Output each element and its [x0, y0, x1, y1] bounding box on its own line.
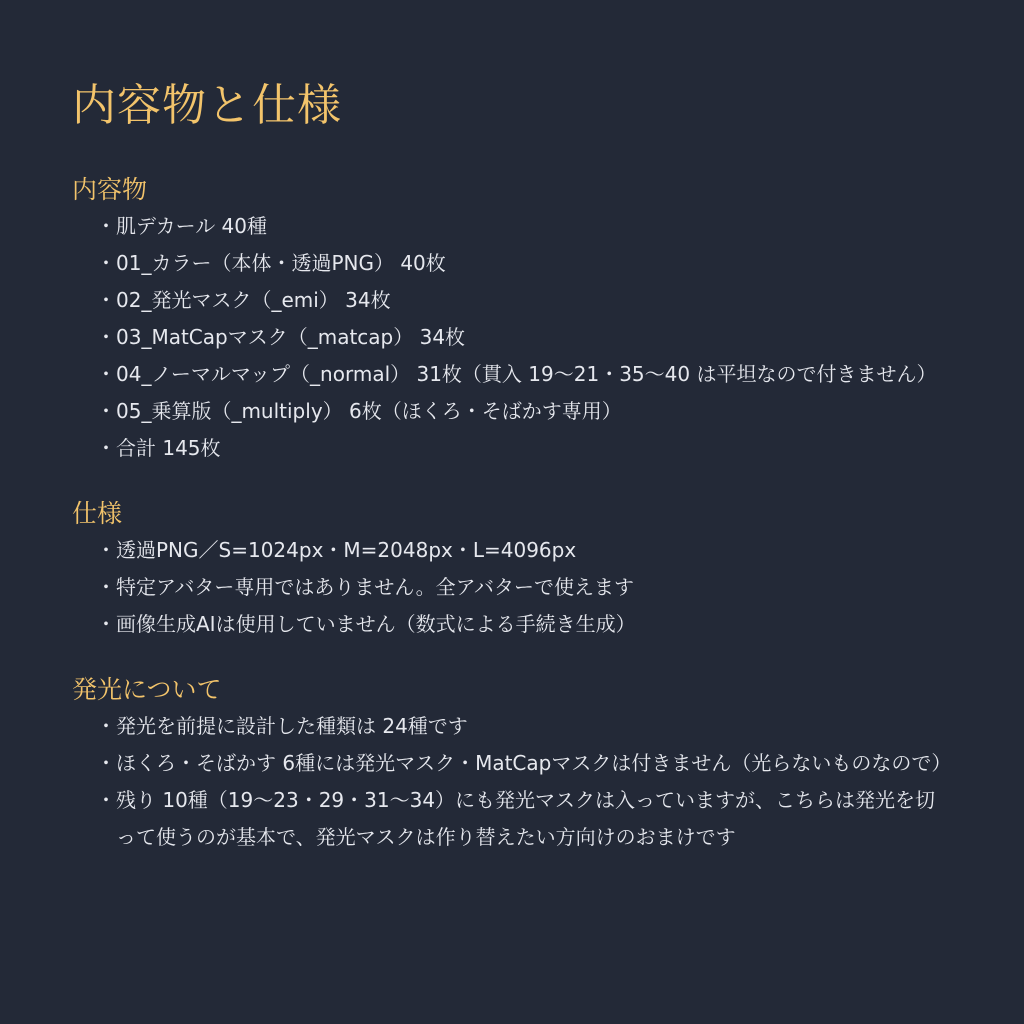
emission-list: [72, 708, 952, 856]
list-item-text: 画像生成AIは使用していません（数式による手続き生成）: [116, 612, 636, 636]
bullet: ・: [96, 788, 116, 812]
list-item: [96, 745, 952, 782]
list-item: [96, 282, 952, 319]
section-heading-contents: 内容物: [72, 175, 148, 204]
bullet: ・: [96, 325, 116, 349]
list-item: [96, 356, 952, 393]
list-item-text: 04_ノーマルマップ（_normal） 31枚（貫入 19〜21・35〜40 は平坦なので付きません）: [116, 362, 937, 386]
list-item: [96, 569, 952, 606]
bullet: ・: [96, 399, 116, 423]
list-item-text: 03_MatCapマスク（_matcap） 34枚: [116, 325, 466, 349]
bullet: ・: [96, 288, 116, 312]
bullet: ・: [96, 214, 116, 238]
page-title: 内容物と仕様: [72, 80, 342, 131]
list-item-text: 05_乗算版（_multiply） 6枚（ほくろ・そばかす専用）: [116, 399, 622, 423]
bullet: ・: [96, 362, 116, 386]
bullet: ・: [96, 436, 116, 460]
list-item: [96, 606, 952, 643]
section-heading-emission: 発光について: [72, 675, 222, 704]
list-item: [96, 430, 952, 467]
section-emission: [72, 672, 952, 856]
list-item: [96, 393, 952, 430]
list-item-text: 合計 145枚: [116, 436, 221, 460]
list-item: [96, 319, 952, 356]
list-item-text: 特定アバター専用ではありません。全アバターで使えます: [116, 575, 634, 599]
bullet: ・: [96, 538, 116, 562]
list-item-text: 透過PNG／S=1024px・M=2048px・L=4096px: [116, 538, 577, 562]
list-item: [96, 708, 952, 745]
bullet: ・: [96, 751, 116, 775]
list-item-text: 01_カラー（本体・透過PNG） 40枚: [116, 251, 446, 275]
list-item: [96, 245, 952, 282]
list-item-text: 発光を前提に設計した種類は 24種です: [116, 714, 468, 738]
list-item: [96, 532, 952, 569]
bullet: ・: [96, 251, 116, 275]
bullet: ・: [96, 612, 116, 636]
list-item: [96, 782, 952, 856]
list-item-text: 02_発光マスク（_emi） 34枚: [116, 288, 391, 312]
specs-list: [72, 532, 952, 643]
section-heading-specs: 仕様: [72, 499, 123, 528]
list-item-text: ほくろ・そばかす 6種には発光マスク・MatCapマスクは付きません（光らないものなので）: [116, 751, 952, 775]
section-specs: [72, 496, 952, 643]
list-item-text: 残り 10種（19〜23・29・31〜34）にも発光マスクは入っていますが、こちらは発光を切って使うのが基本で、発光マスクは作り替えたい方向けのおまけです: [116, 788, 936, 849]
contents-list: [72, 208, 952, 467]
list-item-text: 肌デカール 40種: [116, 214, 268, 238]
bullet: ・: [96, 714, 116, 738]
bullet: ・: [96, 575, 116, 599]
section-contents: [72, 172, 952, 467]
list-item: [96, 208, 952, 245]
